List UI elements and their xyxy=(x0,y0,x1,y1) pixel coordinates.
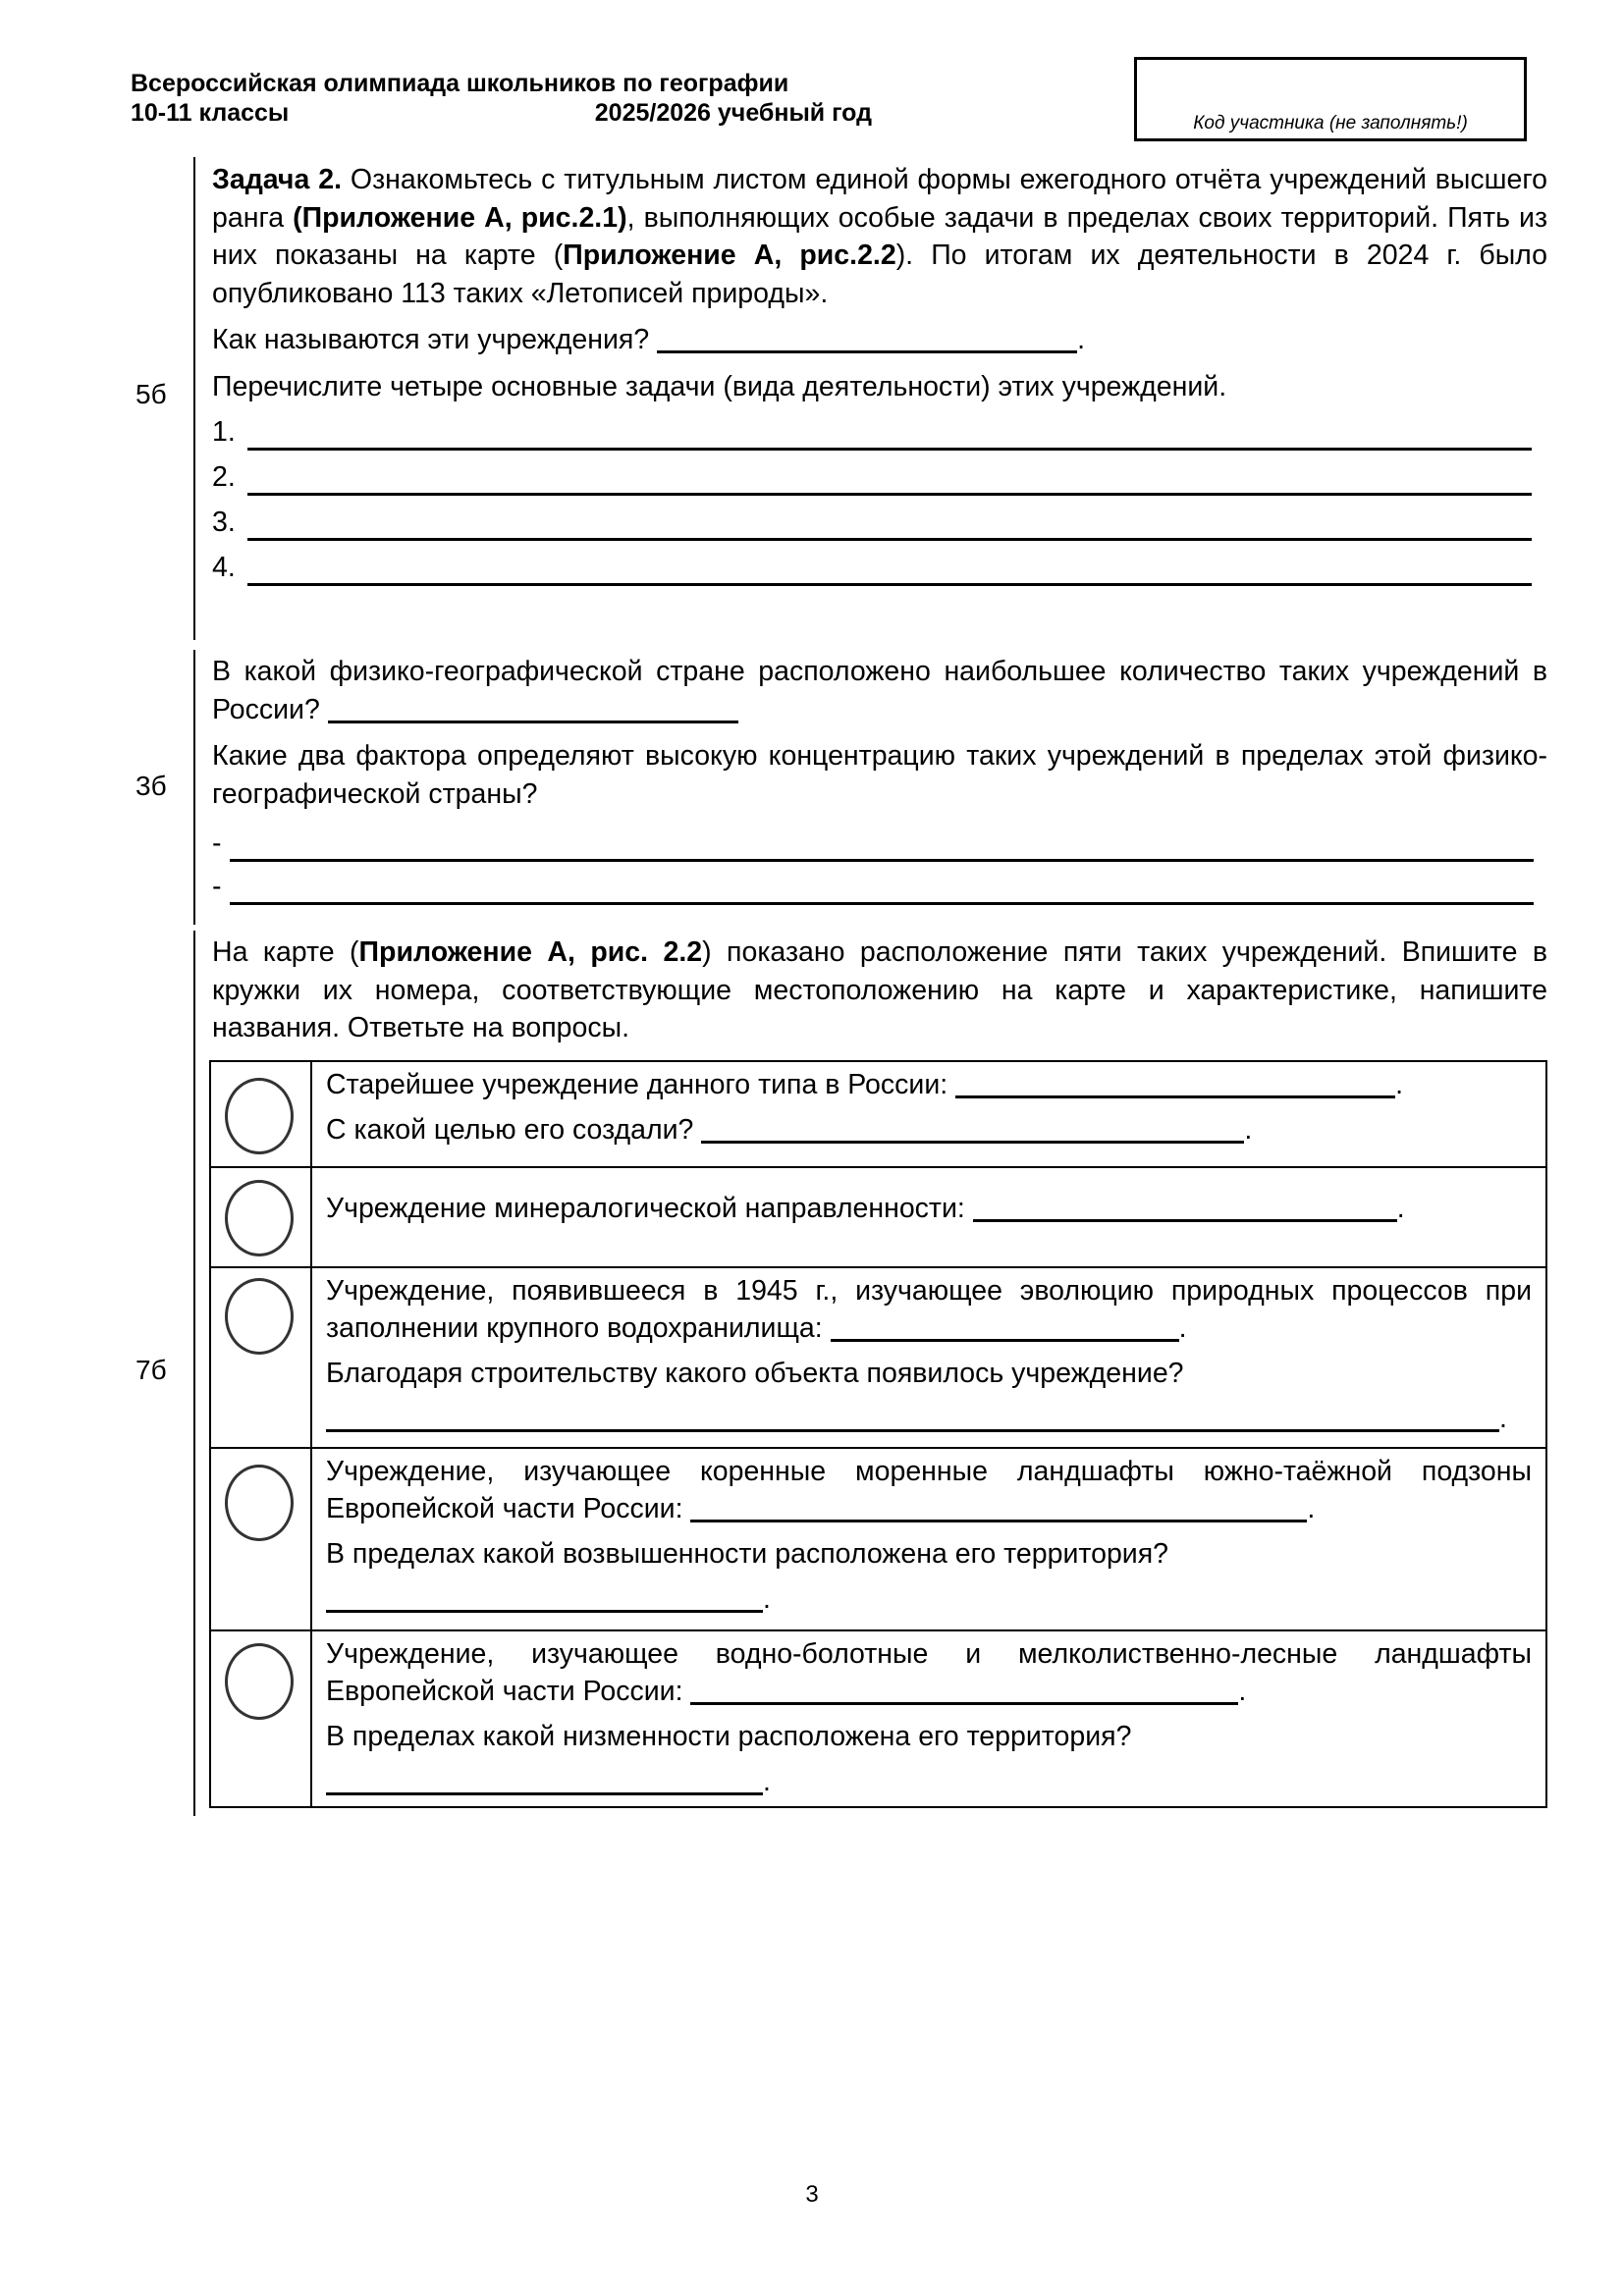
question-institution-name xyxy=(212,321,1547,359)
table-row xyxy=(211,1266,1545,1447)
line-number: 3. xyxy=(212,506,236,538)
table-row xyxy=(211,1166,1545,1266)
olympiad-title: Всероссийская олимпиада школьников по географии xyxy=(131,70,789,97)
description-cell xyxy=(312,1631,1545,1806)
task-content xyxy=(212,161,1547,586)
row-description: Старейшее учреждение данного типа в России: xyxy=(326,1069,948,1100)
description-cell xyxy=(312,1062,1545,1166)
answer-blank[interactable] xyxy=(690,1490,1307,1522)
period: . xyxy=(1077,324,1086,355)
number-circle-input[interactable] xyxy=(225,1643,294,1720)
answer-blank[interactable] xyxy=(955,1066,1395,1098)
section-divider-rule xyxy=(193,650,195,925)
row-description: Учреждение, изучающее водно-болотные и мелколиственно-лесные ландшафты Европейской части России: xyxy=(326,1638,1532,1707)
period: . xyxy=(763,1583,771,1615)
number-circle-input[interactable] xyxy=(225,1180,294,1256)
task-content xyxy=(212,653,1547,905)
dash-marker: - xyxy=(212,827,222,859)
description-cell xyxy=(312,1449,1545,1629)
question-main-tasks: Перечислите четыре основные задачи (вида деятельности) этих учреждений. xyxy=(212,370,1227,402)
row-description: Учреждение, появившееся в 1945 г., изучающее эволюцию природных процессов при заполнении крупного водохранилища: xyxy=(326,1275,1532,1344)
dash-marker: - xyxy=(212,870,222,902)
row-text xyxy=(326,1111,1532,1148)
question-text: Как называются эти учреждения? xyxy=(212,324,650,355)
row-text xyxy=(326,1400,1532,1437)
answer-blank[interactable] xyxy=(326,1580,763,1613)
appendix-ref-fig21: (Приложение А, рис.2.1) xyxy=(293,201,627,234)
answer-blank[interactable] xyxy=(701,1111,1244,1144)
question-text: В какой физико-географической стране расположено наибольшее количество таких учреждений в России? xyxy=(212,656,1547,725)
page-number: 3 xyxy=(805,2181,819,2208)
row-description: Учреждение, изучающее коренные моренные ландшафты южно-таёжной подзоны Европейской части России: xyxy=(326,1456,1532,1524)
answer-blank[interactable] xyxy=(247,510,1532,541)
row-text xyxy=(326,1453,1532,1527)
task-intro xyxy=(212,161,1547,312)
answer-blank[interactable] xyxy=(326,1400,1499,1432)
score-label: 3б xyxy=(135,771,167,801)
answer-line-2[interactable] xyxy=(212,458,1547,496)
answer-blank[interactable] xyxy=(247,420,1532,451)
number-circle-input[interactable] xyxy=(225,1278,294,1355)
answer-line-4[interactable] xyxy=(212,549,1547,586)
row-text xyxy=(326,1763,1532,1800)
row-text xyxy=(326,1272,1532,1347)
line-number: 2. xyxy=(212,460,236,493)
period: . xyxy=(763,1766,771,1797)
score-label: 7б xyxy=(135,1355,167,1385)
answer-blank[interactable] xyxy=(690,1673,1238,1705)
answer-blank[interactable] xyxy=(247,465,1532,496)
answer-blank[interactable] xyxy=(328,691,738,723)
row-question: С какой целью его создали? xyxy=(326,1114,694,1146)
answer-blank[interactable] xyxy=(326,1763,763,1795)
description-cell xyxy=(312,1168,1545,1266)
appendix-ref-fig22: Приложение А, рис. 2.2 xyxy=(358,936,703,968)
row-text xyxy=(326,1190,1532,1227)
answer-line-factor-2[interactable] xyxy=(212,862,1547,905)
score-label: 5б xyxy=(135,379,167,409)
intro-text: ) показано расположение пяти таких учреждений. Впишите в кружки их номера, соответствующие местоположению на карте и характеристике, напишите названия. Ответьте на вопросы. xyxy=(212,936,1547,1043)
number-cell xyxy=(211,1168,312,1266)
question-two-factors: Какие два фактора определяют высокую концентрацию таких учреждений в пределах этой физико-географической страны? xyxy=(212,740,1547,810)
task-number: Задача 2. xyxy=(212,164,342,195)
answer-blank[interactable] xyxy=(247,556,1532,586)
period: . xyxy=(1307,1493,1316,1524)
number-cell xyxy=(211,1449,312,1629)
period: . xyxy=(1396,1193,1405,1224)
period: . xyxy=(1499,1403,1507,1434)
table-row xyxy=(211,1629,1545,1806)
answer-line-factor-1[interactable] xyxy=(212,819,1547,862)
answer-line-3[interactable] xyxy=(212,504,1547,541)
task-content xyxy=(212,934,1547,1047)
table-row xyxy=(211,1062,1545,1166)
row-text xyxy=(326,1635,1532,1710)
number-circle-input[interactable] xyxy=(225,1465,294,1541)
number-circle-input[interactable] xyxy=(225,1078,294,1154)
intro-text: , выполняющих особые задачи в пределах своих территорий. Пять из них показаны на карте ( xyxy=(212,201,1548,271)
number-cell xyxy=(211,1631,312,1806)
appendix-ref-fig22: Приложение А, рис.2.2 xyxy=(563,240,896,271)
answer-line-1[interactable] xyxy=(212,413,1547,451)
answer-blank[interactable] xyxy=(831,1309,1179,1342)
row-text xyxy=(326,1580,1532,1618)
row-text xyxy=(326,1066,1532,1103)
line-number: 1. xyxy=(212,415,236,448)
task-instructions xyxy=(212,934,1547,1047)
school-year-label: 2025/2026 учебный год xyxy=(594,99,872,127)
row-question: Благодаря строительству какого объекта появилось учреждение? xyxy=(326,1358,1184,1389)
row-description: Учреждение минералогической направленности: xyxy=(326,1193,965,1224)
row-question: В пределах какой низменности расположена его территория? xyxy=(326,1721,1132,1752)
answer-blank[interactable] xyxy=(230,829,1534,862)
line-number: 4. xyxy=(212,551,236,583)
table-row xyxy=(211,1447,1545,1629)
number-cell xyxy=(211,1268,312,1447)
answer-blank[interactable] xyxy=(973,1190,1397,1222)
institutions-table xyxy=(209,1060,1547,1808)
intro-text: ). По итогам их деятельности в 2024 г. было опубликовано 113 таких «Летописей природы». xyxy=(212,240,1547,309)
row-question: В пределах какой возвышенности расположена его территория? xyxy=(326,1538,1169,1570)
participant-code-label: Код участника (не заполнять!) xyxy=(1193,113,1468,133)
header-subline xyxy=(131,98,872,128)
period: . xyxy=(1238,1676,1247,1707)
description-cell xyxy=(312,1268,1545,1447)
intro-text: На карте ( xyxy=(212,936,359,968)
intro-text: Ознакомьтесь с титульным листом единой формы ежегодного отчёта учреждений высшего ранга xyxy=(212,164,1547,234)
answer-blank[interactable] xyxy=(657,321,1077,353)
period: . xyxy=(1244,1114,1253,1146)
question-physgeo-country xyxy=(212,653,1547,728)
period: . xyxy=(1395,1069,1404,1100)
participant-code-box[interactable] xyxy=(1134,57,1527,141)
answer-blank[interactable] xyxy=(230,873,1534,905)
period: . xyxy=(1178,1312,1187,1344)
section-divider-rule xyxy=(193,931,195,1816)
grades-label: 10-11 классы xyxy=(131,99,290,127)
section-divider-rule xyxy=(193,157,195,640)
number-cell xyxy=(211,1062,312,1166)
